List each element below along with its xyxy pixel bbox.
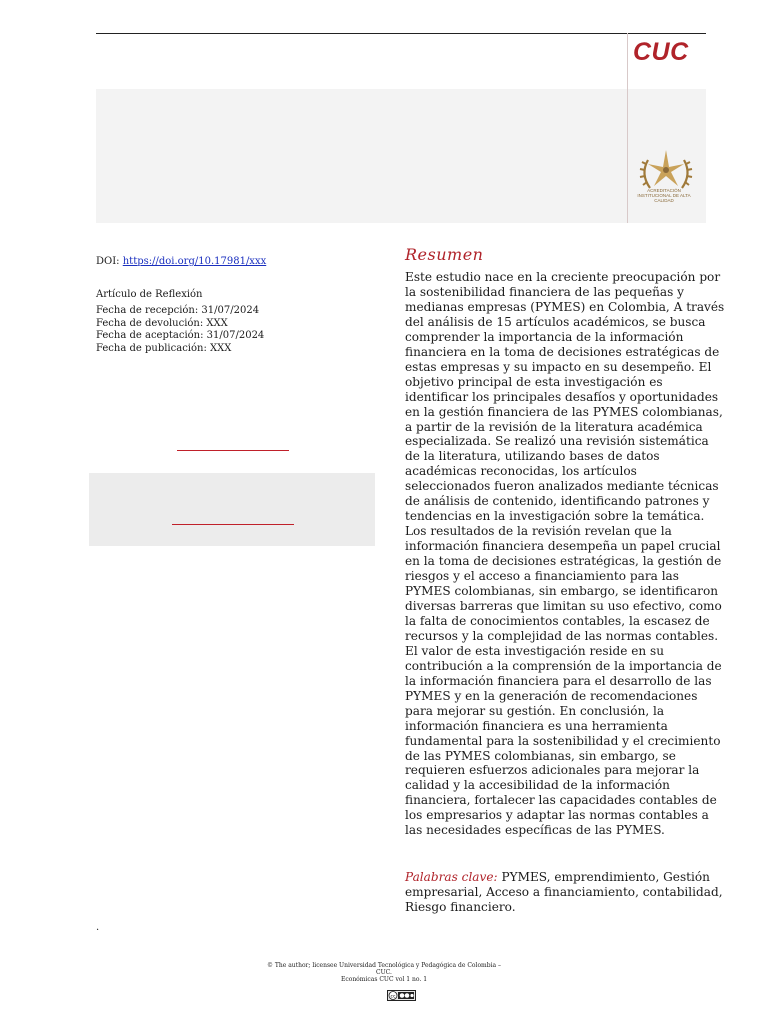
- doi-label: DOI:: [96, 256, 120, 267]
- header-divider: [627, 33, 628, 223]
- abstract-title: Resumen: [405, 245, 484, 264]
- article-metadata: [96, 289, 264, 355]
- date-accepted: Fecha de aceptación: 31/07/2024: [96, 330, 265, 342]
- doi-line: [96, 256, 266, 267]
- seal-caption: ACREDITACIÓN INSTITUCIONAL DE ALTA CALIDAD: [637, 188, 691, 203]
- header-top-rule: [96, 33, 706, 34]
- header-band: [96, 89, 706, 223]
- license-footer: [250, 962, 518, 984]
- red-separator: [177, 450, 289, 451]
- cc-badge-text: cc: [390, 994, 396, 1000]
- keywords-list: PYMES, emprendimiento, Gestión empresarial, Acceso a financiamiento, contabilidad, Riesgo financiero.: [405, 870, 723, 914]
- keywords-label: Palabras clave:: [405, 870, 498, 884]
- gray-panel: [89, 473, 375, 546]
- license-line-2: CUC.: [376, 969, 392, 977]
- keywords: [405, 870, 725, 915]
- date-returned: Fecha de devolución: XXX: [96, 317, 228, 329]
- stray-dot: .: [96, 922, 100, 933]
- date-received: Fecha de recepción: 31/07/2024: [96, 305, 260, 317]
- doi-link[interactable]: https://doi.org/10.17981/xxx: [122, 256, 267, 267]
- abstract-text: Este estudio nace en la creciente preocupación por la sostenibilidad financiera de las pequeñas y medianas empresas (PYMES) en Colombia, A través del análisis de 15 artículos académicos, se busca comprender la importancia de la información financiera en la toma de decisiones estratégicas de estas empresas y su impacto en su desempeño. El objetivo principal de esta investigación es identificar los principales desafíos y oportunidades en la gestión financiera de las PYMES colombianas, a partir de la revisión de la literatura académica especializada. Se realizó una revisión sistemática de la literatura, utilizando bases de datos académicas reconocidas, los artículos seleccionados fueron analizados mediante técnicas de análisis de contenido, identificando patrones y tendencias en la investigación sobre la temática. Los resultados de la revisión revelan que la información financiera desempeña un papel crucial en la toma de decisiones estratégicas, la gestión de riesgos y el acceso a financiamiento para las PYMES colombianas, sin embargo, se identificaron diversas barreras que limitan su uso efectivo, como la falta de conocimientos contables, la escasez de recursos y la complejidad de las normas contables. El valor de esta investigación reside en su contribución a la comprensión de la importancia de la información financiera para el desarrollo de las PYMES y en la generación de recomendaciones para mejorar su gestión. En conclusión, la información financiera es una herramienta fundamental para la sostenibilidad y el crecimiento de las PYMES colombianas, sin embargo, se requieren esfuerzos adicionales para mejorar la calidad y la accesibilidad de la información financiera, fortalecer las capacidades contables de los empresarios y adaptar las normas contables a las necesidades específicas de las PYMES.: [405, 270, 725, 838]
- article-type: Artículo de Reflexión: [96, 289, 203, 300]
- journal-line: Económicas CUC vol 1 no. 1: [340, 976, 428, 984]
- creative-commons-icon: [387, 990, 416, 1001]
- cuc-logo: CUC: [633, 38, 689, 66]
- license-line-1: © The author; licensee Universidad Tecnológica y Pedagógica de Colombia –: [267, 962, 501, 969]
- red-separator: [172, 524, 294, 525]
- date-published: Fecha de publicación: XXX: [96, 342, 232, 354]
